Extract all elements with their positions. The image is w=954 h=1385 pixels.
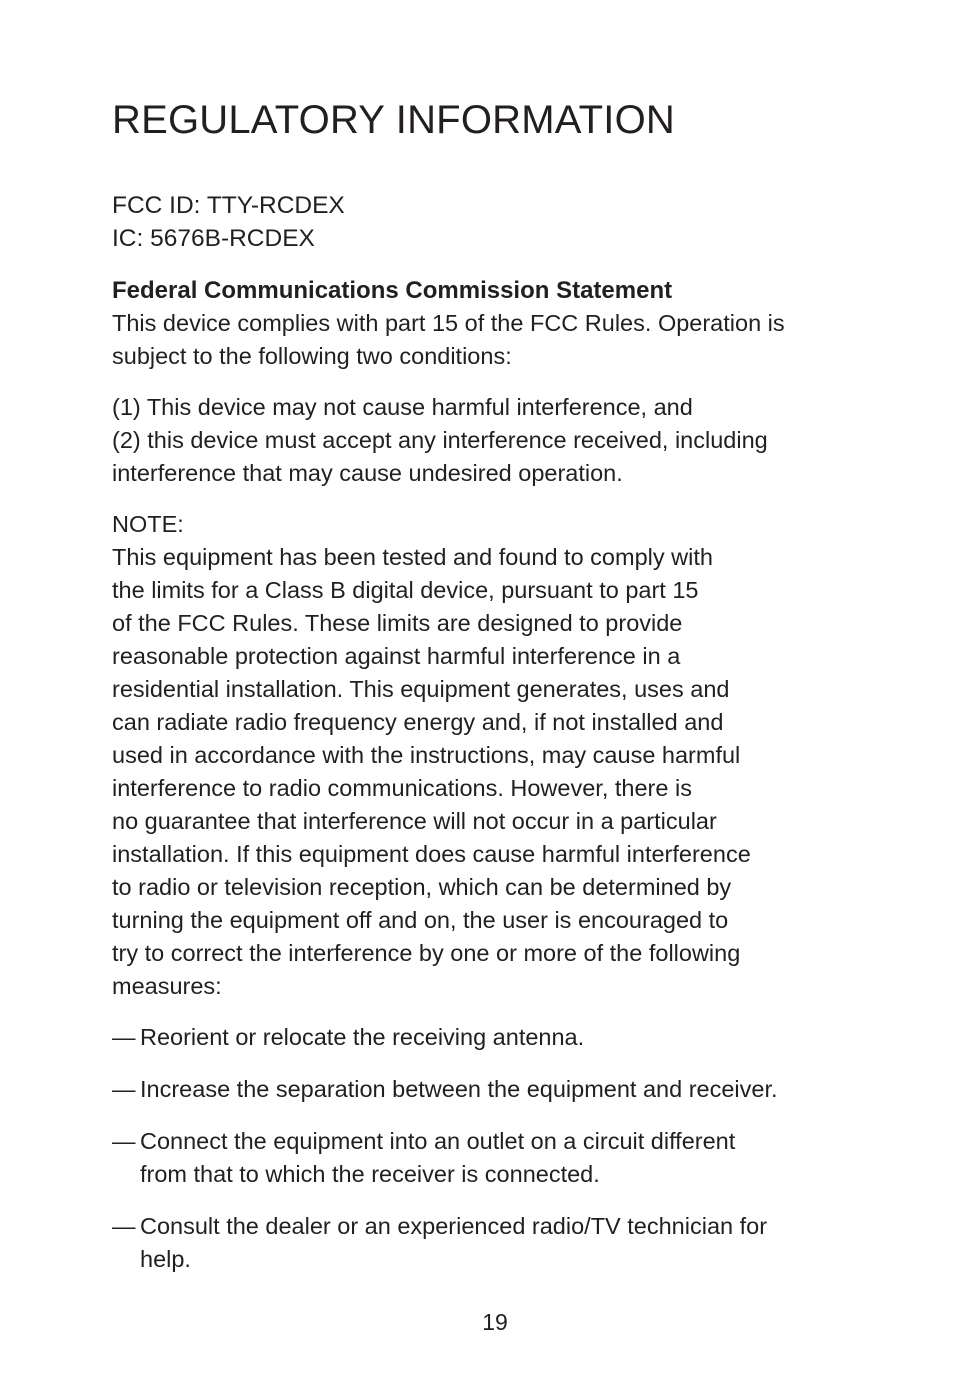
dash-bullet: — — [112, 1128, 136, 1154]
text-line: interference that may cause undesired operation. — [112, 460, 623, 486]
list-item-line: Increase the separation between the equipment and receiver. — [140, 1076, 778, 1102]
list-item — [112, 1210, 872, 1276]
text-line: measures: — [112, 973, 222, 999]
fcc-statement-intro — [112, 274, 872, 373]
ic-id: IC: 5676B-RCDEX — [112, 225, 315, 252]
measures-list — [112, 1021, 872, 1276]
note-label: NOTE: — [112, 511, 184, 537]
list-item-line: Consult the dealer or an experienced radio/TV technician for — [140, 1213, 768, 1239]
dash-bullet: — — [112, 1024, 136, 1050]
dash-bullet: — — [112, 1076, 136, 1102]
text-line: the limits for a Class B digital device, pursuant to part 15 — [112, 577, 699, 603]
text-line: residential installation. This equipment generates, uses and — [112, 676, 730, 702]
device-ids — [112, 189, 872, 255]
list-item-line: Connect the equipment into an outlet on a circuit different — [140, 1128, 736, 1154]
page-number: 19 — [482, 1309, 508, 1335]
text-line: can radiate radio frequency energy and, if not installed and — [112, 709, 724, 735]
list-item — [112, 1021, 872, 1054]
text-line: try to correct the interference by one or more of the following — [112, 940, 741, 966]
text-line: no guarantee that interference will not occur in a particular — [112, 808, 717, 834]
fcc-conditions — [112, 391, 872, 490]
list-item — [112, 1125, 872, 1191]
document-page — [112, 96, 872, 1295]
list-item-line: from that to which the receiver is connected. — [140, 1161, 600, 1187]
list-item-line: Reorient or relocate the receiving antenna. — [140, 1024, 585, 1050]
text-line: interference to radio communications. However, there is — [112, 775, 692, 801]
text-line: of the FCC Rules. These limits are designed to provide — [112, 610, 683, 636]
text-line: This device complies with part 15 of the FCC Rules. Operation is — [112, 310, 785, 336]
dash-bullet: — — [112, 1213, 136, 1239]
text-line: used in accordance with the instructions, may cause harmful — [112, 742, 741, 768]
text-line: to radio or television reception, which can be determined by — [112, 874, 732, 900]
text-line: (2) this device must accept any interference received, including — [112, 427, 768, 453]
note-section — [112, 508, 872, 1003]
list-item-line: help. — [140, 1246, 191, 1272]
text-line: reasonable protection against harmful interference in a — [112, 643, 681, 669]
list-item — [112, 1073, 872, 1106]
text-line: turning the equipment off and on, the user is encouraged to — [112, 907, 729, 933]
section-heading: Federal Communications Commission Statement — [112, 277, 673, 304]
text-line: installation. If this equipment does cause harmful interference — [112, 841, 751, 867]
text-line: subject to the following two conditions: — [112, 343, 512, 369]
fcc-id: FCC ID: TTY-RCDEX — [112, 192, 345, 219]
text-line: (1) This device may not cause harmful interference, and — [112, 394, 693, 420]
page-title: REGULATORY INFORMATION — [112, 98, 675, 142]
text-line: This equipment has been tested and found to comply with — [112, 544, 713, 570]
